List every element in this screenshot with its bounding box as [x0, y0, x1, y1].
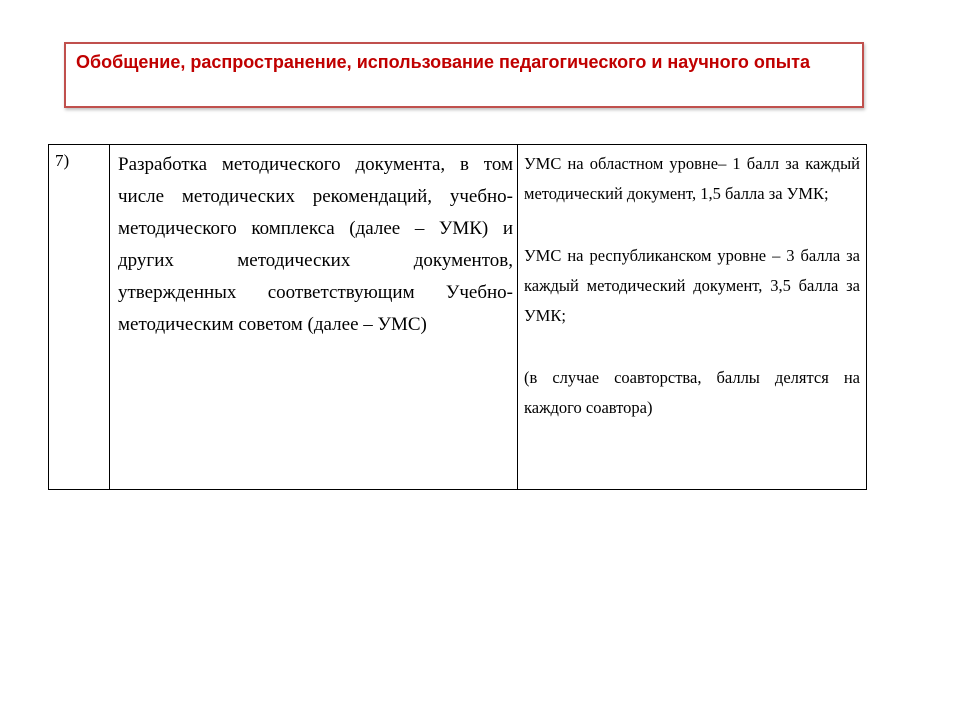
criteria-table [48, 144, 867, 490]
table-row [49, 145, 867, 490]
description-cell: Разработка методического документа, в том числе методических рекомендаций, учебно-методического комплекса (далее – УМК) и других методических документов, утвержденных соответствующим Учебно-методическим советом (далее – УМС) [110, 145, 518, 490]
scoring-coauthorship-note: (в случае соавторства, баллы делятся на каждого соавтора) [524, 368, 860, 417]
row-number-cell: 7) [49, 145, 110, 490]
scoring-republican: УМС на республиканском уровне – 3 балла за каждый методический документ, 3,5 балла за УМК; [524, 246, 860, 325]
scoring-regional: УМС на областном уровне– 1 балл за каждый методический документ, 1,5 балла за УМК; [524, 154, 860, 203]
slide-title: Обобщение, распространение, использование педагогического и научного опыта [64, 42, 864, 108]
scoring-cell [518, 145, 867, 490]
